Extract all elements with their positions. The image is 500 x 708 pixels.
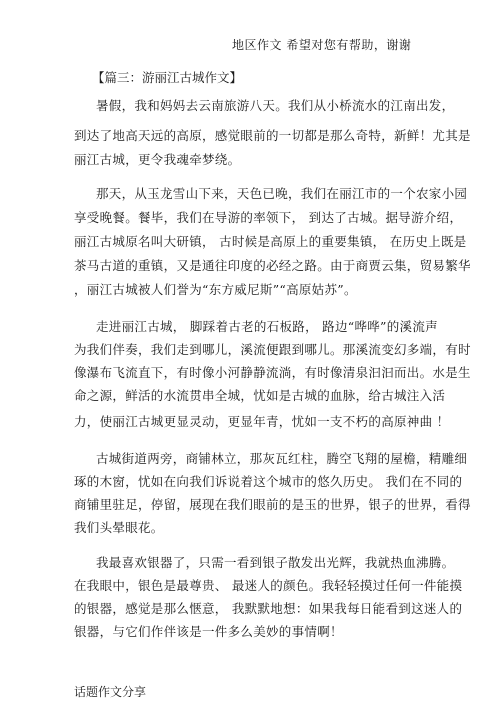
paragraph-line: 为我们伴奏，我们走到哪儿，溪流便跟到哪儿。那溪流变幻多端，有时: [74, 342, 471, 357]
paragraph-line: 丽江古城原名叫大研镇， 古时候是高原上的重要集镇， 在历史上既是: [74, 234, 467, 249]
paragraph-line: 那天，从玉龙雪山下来，天色已晚，我们在丽江市的一个农家小园: [96, 186, 468, 201]
section-title: 【篇三：游丽江古城作文】: [92, 70, 243, 85]
paragraph-line: 像瀑布飞流直下，有时像小河静静流淌，有时像清泉汩汩而出。水是生: [74, 365, 471, 380]
paragraph-line: 力，使丽江古城更显灵动，更显年青，忧如一支不朽的高原神曲 ！: [74, 414, 450, 429]
paragraph-line: 暑假，我和妈妈去云南旅游八天。我们从小桥流水的江南出发，: [96, 98, 455, 113]
page-header: 地区作文 希望对您有帮助，谢谢: [232, 38, 412, 52]
paragraph-line: 古城街道两旁，商铺林立，那灰瓦红柱，腾空飞翔的屋檐，精雕细: [96, 451, 468, 466]
paragraph-line: 的银器，感觉是那么惬意， 我默默地想：如果我每日能看到这迷人的: [74, 601, 463, 616]
paragraph-line: 在我眼中，银色是最尊贵、 最迷人的颜色。我轻轻摸过任何一件能摸: [74, 578, 463, 593]
paragraph-line: 我们头晕眼花。: [74, 520, 164, 535]
paragraph-line: ，丽江古城被人们誉为“东方威尼斯”“高原姑苏”。: [74, 282, 357, 297]
paragraph-line: 丽江古城，更令我魂牵梦绕。: [74, 152, 241, 167]
paragraph-line: 命之源，鲜活的水流贯串全城，忧如是古城的血脉，给古城注入活: [74, 388, 446, 403]
page-footer: 话题作文分享: [74, 685, 147, 699]
paragraph-line: 银器，与它们作伴该是一件多么美妙的事情啊！: [74, 624, 343, 639]
paragraph-line: 享受晚餐。餐毕，我们在导游的率领下， 到达了古城。据导游介绍，: [74, 210, 463, 225]
paragraph-line: 商铺里驻足，停留，展现在我们眼前的是玉的世界，银子的世界，看得: [74, 497, 471, 512]
paragraph-line: 琢的木窗，忧如在向我们诉说着这个城市的悠久历史。 我们在不同的: [74, 474, 463, 489]
paragraph-line: 到达了地高天远的高原，感觉眼前的一切都是那么奇特，新鲜！尤其是: [74, 128, 471, 143]
paragraph-line: 我最喜欢银器了，只需一看到银子散发出光辉，我就热血沸腾。: [96, 555, 455, 570]
paragraph-line: 走进丽江古城， 脚踩着古老的石板路， 路边“哗哗”的溪流声: [96, 319, 438, 334]
paragraph-line: 茶马古道的重镇，又是通往印度的必经之路。由于商贾云集，贸易繁华: [74, 258, 471, 273]
